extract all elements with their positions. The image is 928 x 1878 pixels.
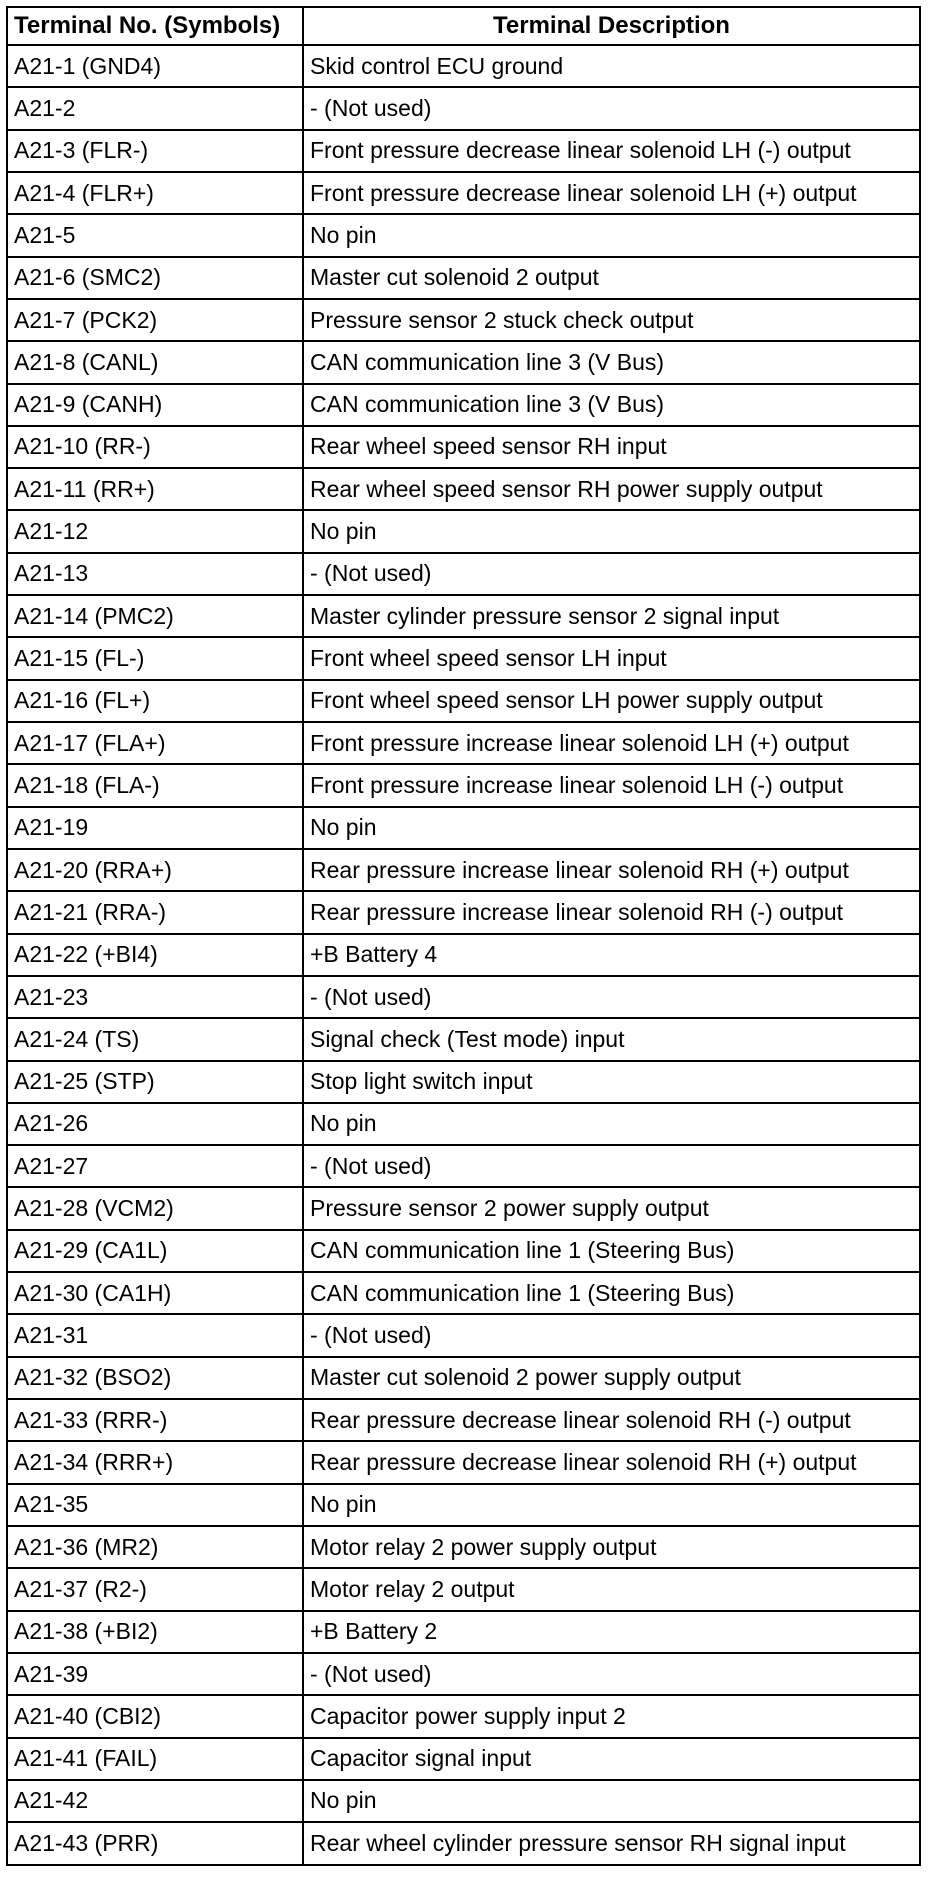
description-cell: - (Not used) [303,553,920,595]
table-row [7,468,920,510]
description-cell: Rear pressure increase linear solenoid RH (+) output [303,849,920,891]
table-row [7,1187,920,1229]
description-cell: Master cut solenoid 2 output [303,257,920,299]
table-row [7,595,920,637]
terminal-cell: A21-32 (BSO2) [7,1357,303,1399]
table-row [7,1357,920,1399]
description-cell: Capacitor power supply input 2 [303,1695,920,1737]
terminal-cell: A21-7 (PCK2) [7,299,303,341]
terminal-cell: A21-41 (FAIL) [7,1738,303,1780]
description-cell: CAN communication line 1 (Steering Bus) [303,1230,920,1272]
table-row [7,299,920,341]
terminal-cell: A21-37 (R2-) [7,1568,303,1610]
description-cell: Rear pressure increase linear solenoid RH (-) output [303,891,920,933]
terminal-cell: A21-23 [7,976,303,1018]
table-row [7,764,920,806]
description-cell: Front wheel speed sensor LH input [303,637,920,679]
description-cell: Front pressure increase linear solenoid LH (-) output [303,764,920,806]
terminal-cell: A21-34 (RRR+) [7,1441,303,1483]
description-cell: Capacitor signal input [303,1738,920,1780]
terminal-cell: A21-39 [7,1653,303,1695]
terminal-cell: A21-16 (FL+) [7,680,303,722]
table-header [7,7,920,45]
description-cell: Stop light switch input [303,1061,920,1103]
table-row [7,172,920,214]
table-row [7,87,920,129]
description-cell: - (Not used) [303,87,920,129]
table-row [7,807,920,849]
terminal-cell: A21-2 [7,87,303,129]
terminal-cell: A21-20 (RRA+) [7,849,303,891]
table-row [7,849,920,891]
terminal-cell: A21-28 (VCM2) [7,1187,303,1229]
description-cell: Pressure sensor 2 power supply output [303,1187,920,1229]
description-cell: CAN communication line 1 (Steering Bus) [303,1272,920,1314]
terminal-cell: A21-9 (CANH) [7,384,303,426]
header-row [7,7,920,45]
table-row [7,1018,920,1060]
description-cell: Rear pressure decrease linear solenoid RH (+) output [303,1441,920,1483]
table-row [7,1272,920,1314]
table-row [7,1822,920,1865]
description-cell: - (Not used) [303,1145,920,1187]
description-cell: - (Not used) [303,976,920,1018]
table-row [7,130,920,172]
table-row [7,257,920,299]
description-cell: No pin [303,1780,920,1822]
terminal-cell: A21-31 [7,1314,303,1356]
description-cell: Front pressure increase linear solenoid LH (+) output [303,722,920,764]
description-cell: CAN communication line 3 (V Bus) [303,341,920,383]
terminal-cell: A21-36 (MR2) [7,1526,303,1568]
terminal-cell: A21-12 [7,510,303,552]
terminal-cell: A21-29 (CA1L) [7,1230,303,1272]
table-row [7,1103,920,1145]
description-cell: Front wheel speed sensor LH power supply output [303,680,920,722]
terminal-cell: A21-38 (+BI2) [7,1611,303,1653]
description-cell: - (Not used) [303,1314,920,1356]
table-row [7,1738,920,1780]
description-cell: Motor relay 2 output [303,1568,920,1610]
table-row [7,1314,920,1356]
table-row [7,1484,920,1526]
description-cell: Front pressure decrease linear solenoid LH (+) output [303,172,920,214]
terminal-cell: A21-15 (FL-) [7,637,303,679]
terminal-cell: A21-10 (RR-) [7,426,303,468]
terminal-cell: A21-17 (FLA+) [7,722,303,764]
terminal-cell: A21-5 [7,214,303,256]
table-row [7,934,920,976]
description-cell: +B Battery 2 [303,1611,920,1653]
table-row [7,1441,920,1483]
terminal-cell: A21-21 (RRA-) [7,891,303,933]
description-cell: Rear wheel cylinder pressure sensor RH signal input [303,1822,920,1865]
description-cell: CAN communication line 3 (V Bus) [303,384,920,426]
terminal-cell: A21-3 (FLR-) [7,130,303,172]
terminal-cell: A21-27 [7,1145,303,1187]
terminal-cell: A21-42 [7,1780,303,1822]
terminal-cell: A21-30 (CA1H) [7,1272,303,1314]
description-cell: Pressure sensor 2 stuck check output [303,299,920,341]
description-cell: - (Not used) [303,1653,920,1695]
terminal-cell: A21-35 [7,1484,303,1526]
terminal-cell: A21-4 (FLR+) [7,172,303,214]
description-cell: +B Battery 4 [303,934,920,976]
table-row [7,214,920,256]
terminal-cell: A21-18 (FLA-) [7,764,303,806]
terminal-cell: A21-8 (CANL) [7,341,303,383]
terminal-cell: A21-40 (CBI2) [7,1695,303,1737]
terminal-cell: A21-1 (GND4) [7,45,303,87]
table-row [7,1230,920,1272]
description-cell: Rear wheel speed sensor RH input [303,426,920,468]
description-cell: No pin [303,510,920,552]
terminal-cell: A21-19 [7,807,303,849]
table-row [7,1780,920,1822]
table-row [7,341,920,383]
description-cell: Signal check (Test mode) input [303,1018,920,1060]
table-row [7,1145,920,1187]
description-cell: Master cylinder pressure sensor 2 signal input [303,595,920,637]
table-row [7,510,920,552]
table-row [7,891,920,933]
table-row [7,722,920,764]
terminal-cell: A21-13 [7,553,303,595]
terminal-cell: A21-14 (PMC2) [7,595,303,637]
table-row [7,553,920,595]
table-row [7,1568,920,1610]
description-cell: Motor relay 2 power supply output [303,1526,920,1568]
table-row [7,1611,920,1653]
table-row [7,976,920,1018]
terminal-table [6,6,921,1866]
terminal-cell: A21-43 (PRR) [7,1822,303,1865]
terminal-cell: A21-6 (SMC2) [7,257,303,299]
description-cell: No pin [303,1103,920,1145]
table-body [7,45,920,1865]
table-row [7,1653,920,1695]
description-cell: Master cut solenoid 2 power supply output [303,1357,920,1399]
terminal-column-header: Terminal No. (Symbols) [7,7,303,45]
description-cell: No pin [303,214,920,256]
table-row [7,1061,920,1103]
table-row [7,426,920,468]
table-row [7,637,920,679]
table-row [7,384,920,426]
terminal-cell: A21-22 (+BI4) [7,934,303,976]
terminal-cell: A21-24 (TS) [7,1018,303,1060]
table-row [7,45,920,87]
description-cell: Skid control ECU ground [303,45,920,87]
table-row [7,1695,920,1737]
terminal-cell: A21-26 [7,1103,303,1145]
terminal-cell: A21-25 (STP) [7,1061,303,1103]
description-cell: Rear pressure decrease linear solenoid RH (-) output [303,1399,920,1441]
table-row [7,680,920,722]
description-cell: Front pressure decrease linear solenoid LH (-) output [303,130,920,172]
description-cell: No pin [303,1484,920,1526]
table-row [7,1526,920,1568]
terminal-cell: A21-11 (RR+) [7,468,303,510]
terminal-cell: A21-33 (RRR-) [7,1399,303,1441]
description-cell: Rear wheel speed sensor RH power supply output [303,468,920,510]
description-cell: No pin [303,807,920,849]
table-row [7,1399,920,1441]
description-column-header: Terminal Description [303,7,920,45]
